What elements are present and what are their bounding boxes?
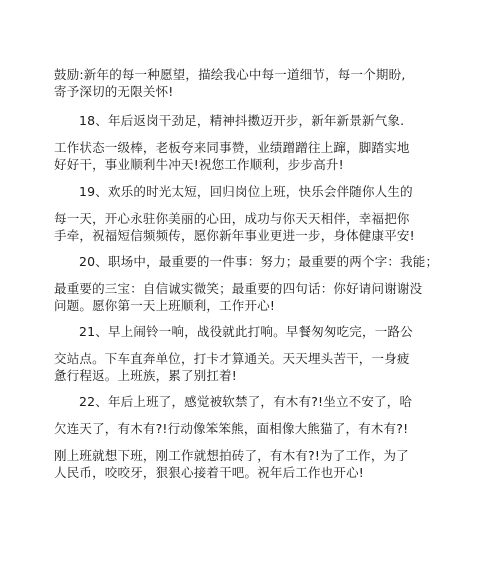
text-line: 鼓励:新年的每一种愿望，描绘我心中每一道细节，每一个期盼, <box>54 67 406 82</box>
text-line: 工作状态一级棒，老板夸来同事赞，业绩蹭蹭往上蹿，脚踏实地 <box>54 140 410 155</box>
text-line: 寄予深切的无限关怀! <box>54 84 174 99</box>
text-line: 最重要的三宝：自信诚实微笑；最重要的四句话：你好请问谢谢没 <box>54 281 423 296</box>
paragraph-21-start: 21、早上闹铃一响，战役就此打响。早餐匆匆吃完，一路公 <box>79 324 413 339</box>
text-line: 人民币，咬咬牙，狠狠心接着干吧。祝年后工作也开心! <box>54 465 365 480</box>
text-line: 每一天，开心永驻你美丽的心田，成功与你天天相伴，幸福把你 <box>54 211 410 226</box>
text-line: 交站点。下车直奔单位，打卡才算通关。天天埋头苦干，一身疲 <box>54 351 410 366</box>
text-line: 好好干，事业顺利牛冲天!祝您工作顺利，步步高升! <box>54 157 344 172</box>
paragraph-19-start: 19、欢乐的时光太短，回归岗位上班，快乐会伴随你人生的 <box>79 184 413 199</box>
text-line: 欠连天了，有木有?!行动像笨笨熊，面相像大熊猫了，有木有?! <box>54 421 409 436</box>
text-line: 刚上班就想下班，刚工作就想拍砖了，有木有?!为了工作，为了 <box>54 448 409 463</box>
paragraph-20-start: 20、职场中，最重要的一件事：努力；最重要的两个字：我能； <box>79 254 439 269</box>
text-line: 手牵，祝福短信频频传，愿你新年事业更进一步，身体健康平安! <box>54 228 415 243</box>
text-line: 问题。愿你第一天上班顺利，工作开心! <box>54 298 276 313</box>
text-line: 惫行程返。上班族，累了别扛着! <box>54 368 238 383</box>
paragraph-18-start: 18、年后返岗干劲足，精神抖擞迈开步，新年新景新气象. <box>79 113 405 128</box>
paragraph-22-start: 22、年后上班了，感觉被软禁了，有木有?!坐立不安了，哈 <box>79 394 413 409</box>
